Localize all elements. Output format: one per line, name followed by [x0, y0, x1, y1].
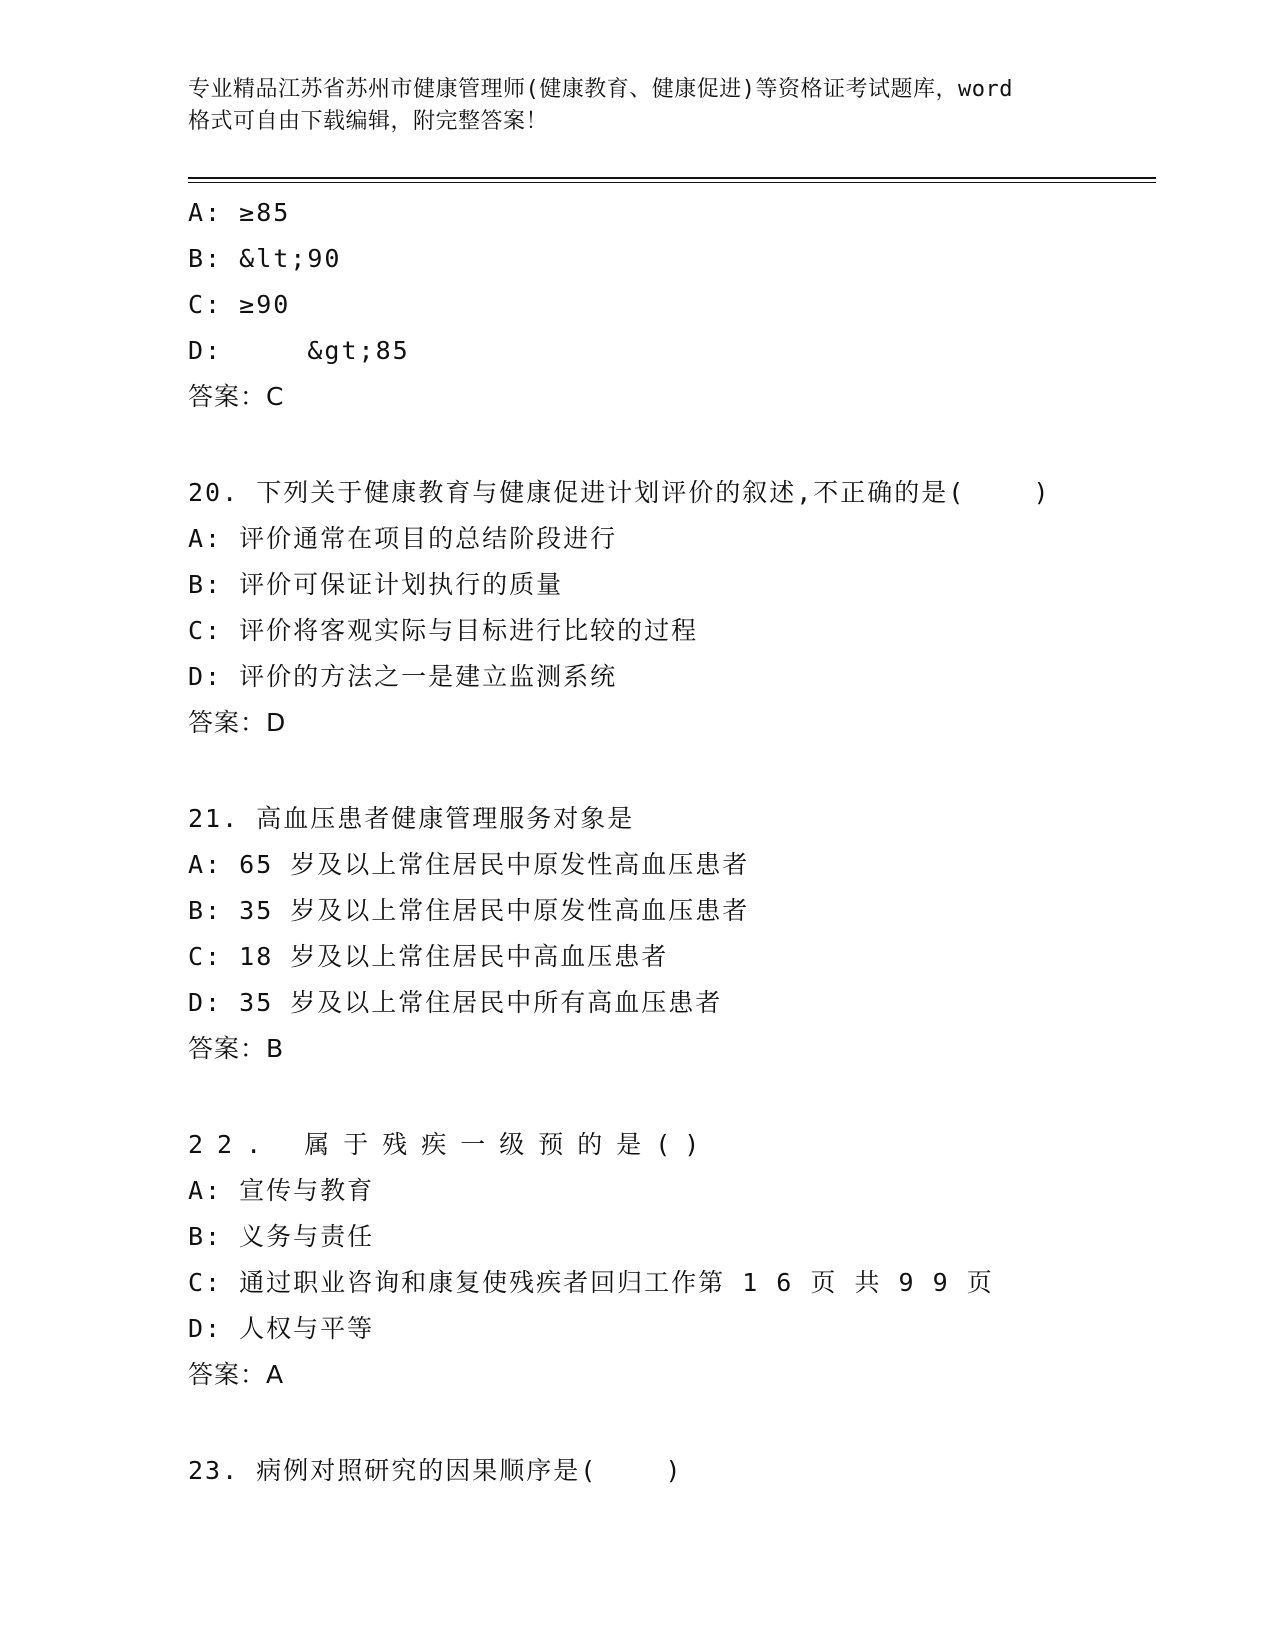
option-b: B: 35 岁及以上常住居民中原发性高血压患者	[188, 896, 750, 925]
question-20	[188, 470, 1148, 746]
question-text: 23. 病例对照研究的因果顺序是( )	[188, 1456, 683, 1485]
option-b: B: 义务与责任	[188, 1222, 375, 1251]
option-c: C: 评价将客观实际与目标进行比较的过程	[188, 616, 699, 645]
header-divider-thin	[188, 182, 1156, 183]
header-divider-thick	[188, 177, 1156, 179]
option-d: D: 35 岁及以上常住居民中所有高血压患者	[188, 988, 723, 1017]
option-a: A: 宣传与教育	[188, 1176, 375, 1205]
option-d: D: 评价的方法之一是建立监测系统	[188, 662, 618, 691]
option-a: A: 65 岁及以上常住居民中原发性高血压患者	[188, 850, 750, 879]
answer-line: 答案：C	[188, 382, 285, 411]
question-text: 22. 属于残疾一级预的是()	[188, 1130, 714, 1159]
question-21	[188, 796, 1148, 1072]
answer-line: 答案：D	[188, 708, 287, 737]
spacer	[188, 1398, 1148, 1448]
answer-line: 答案：B	[188, 1034, 285, 1063]
question-text: 20. 下列关于健康教育与健康促进计划评价的叙述,不正确的是( )	[188, 478, 1051, 507]
question-text: 21. 高血压患者健康管理服务对象是	[188, 804, 635, 833]
option-d: D: 人权与平等	[188, 1314, 375, 1343]
spacer	[188, 1072, 1148, 1122]
document-header	[188, 74, 1088, 138]
option-d: D: &gt;85	[188, 336, 410, 365]
header-line-2: 格式可自由下载编辑，附完整答案！	[188, 109, 549, 134]
answer-line: 答案：A	[188, 1360, 285, 1389]
option-b: B: &lt;90	[188, 244, 342, 273]
question-list	[188, 190, 1148, 1494]
spacer	[188, 420, 1148, 470]
spacer	[188, 746, 1148, 796]
option-c: C: 18 岁及以上常住居民中高血压患者	[188, 942, 669, 971]
option-a: A: 评价通常在项目的总结阶段进行	[188, 524, 618, 553]
question-22	[188, 1122, 1148, 1398]
question-23	[188, 1448, 1148, 1494]
option-b: B: 评价可保证计划执行的质量	[188, 570, 564, 599]
option-c: C: ≥90	[188, 290, 291, 319]
question-19	[188, 190, 1148, 420]
header-line-1: 专业精品江苏省苏州市健康管理师(健康教育、健康促进)等资格证考试题库，word	[188, 77, 1013, 102]
option-c: C: 通过职业咨询和康复使残疾者回归工作第 1 6 页 共 9 9 页	[188, 1268, 994, 1297]
option-a: A: ≥85	[188, 198, 291, 227]
